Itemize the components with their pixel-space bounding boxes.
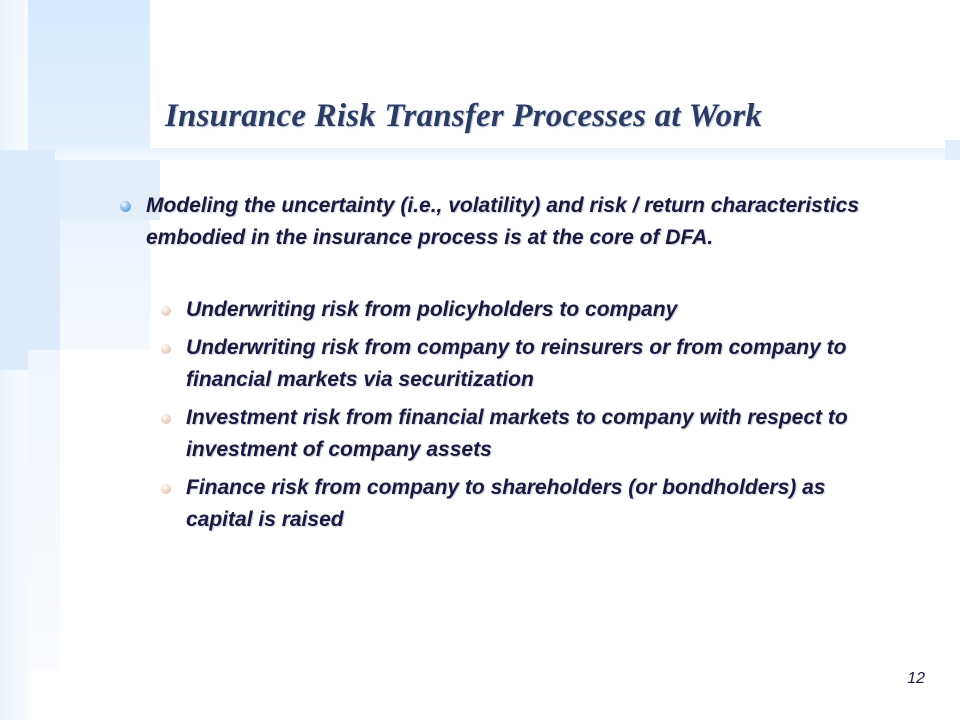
sub-bullet-text: Underwriting risk from policyholders to company: [186, 298, 678, 321]
background-block: [0, 150, 60, 370]
page-number: 12: [907, 670, 925, 687]
sub-bullet: [160, 472, 860, 536]
background-strip-mid: [28, 350, 60, 670]
sub-bullet-dot-icon: [161, 306, 171, 316]
sub-bullet: [160, 332, 860, 396]
background-corner: [945, 140, 960, 160]
sub-bullet-list: [160, 294, 860, 536]
main-bullet-text: Modeling the uncertainty (i.e., volatility) and risk / return characteristics embodied in the insurance process is at the core of DFA.: [146, 194, 860, 249]
slide-title: Insurance Risk Transfer Processes at Work: [165, 98, 763, 134]
sub-bullet: [160, 294, 860, 326]
title-divider: [55, 148, 960, 160]
bullet-dot-icon: [120, 201, 131, 212]
sub-bullet: [160, 402, 860, 466]
sub-bullet-text: Finance risk from company to shareholders (or bondholders) as capital is raised: [186, 476, 826, 531]
sub-bullet-dot-icon: [161, 344, 171, 354]
main-bullet: [120, 190, 860, 254]
slide-content: [120, 190, 860, 542]
sub-bullet-text: Underwriting risk from company to reinsurers or from company to financial markets via securitization: [186, 336, 847, 391]
sub-bullet-dot-icon: [161, 484, 171, 494]
sub-bullet-text: Investment risk from financial markets to company with respect to investment of company assets: [186, 406, 848, 461]
sub-bullet-dot-icon: [161, 414, 171, 424]
